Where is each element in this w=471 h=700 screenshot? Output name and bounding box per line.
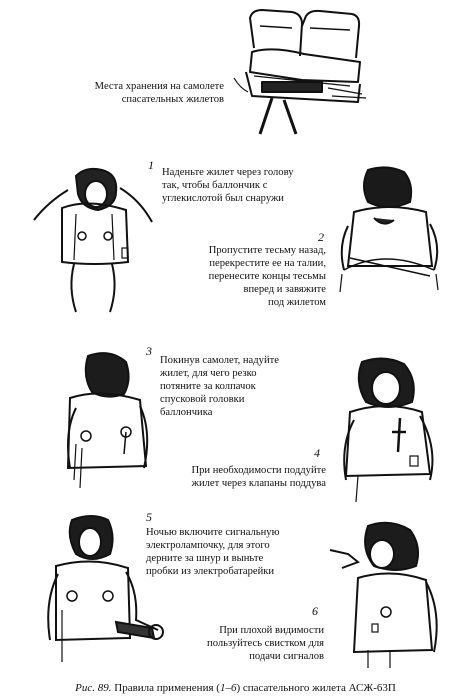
step-6-illustration: [328, 520, 446, 670]
caption-label: Рис. 89.: [75, 682, 112, 694]
step-2-number: 2: [318, 230, 324, 244]
step-5-line: электролампочку, для этого: [146, 540, 270, 551]
step-5-number: 5: [146, 510, 152, 524]
caption-text-after: ) спасательного жилета АСЖ-63П: [236, 682, 396, 694]
step-2-illustration: [334, 166, 444, 296]
step-2-text: [140, 244, 326, 309]
step-6-line: подачи сигналов: [249, 651, 324, 662]
step-6-text: [150, 624, 324, 663]
step-3-line: жилет, для чего резко: [160, 368, 257, 379]
step-2-line: под жилетом: [268, 297, 326, 308]
step-5-line: Ночью включите сигнальную: [146, 527, 280, 538]
step-4-illustration: [326, 356, 446, 506]
step-2-line: Пропустите тесьму назад,: [208, 245, 326, 256]
step-6-number: 6: [312, 604, 318, 618]
figure-caption: [0, 682, 471, 694]
step-3-number: 3: [146, 344, 152, 358]
step-3-line: потяните за колпачок: [160, 381, 256, 392]
step-6-line: При плохой видимости: [219, 625, 324, 636]
step-1-text: [162, 166, 352, 205]
aircraft-seats-illustration: [232, 6, 382, 136]
step-5-line: пробки из электробатарейки: [146, 566, 275, 577]
step-2-line: вперед и завяжите: [243, 284, 326, 295]
step-1-line: Наденьте жилет через голову: [162, 167, 294, 178]
step-2-line: перекрестите ее на талии,: [209, 258, 326, 269]
step-4-text: [142, 464, 326, 490]
step-5-line: дерните за шнур и выньте: [146, 553, 264, 564]
step-1-line: углекислотой был снаружи: [162, 193, 284, 204]
storage-line-2: спасательных жилетов: [121, 94, 224, 105]
step-3-line: спусковой головки: [160, 394, 245, 405]
step-5-text: [146, 526, 346, 578]
step-1-illustration: [28, 166, 158, 316]
step-6-line: пользуйтесь свистком для: [207, 638, 324, 649]
caption-text-before: Правила применения (: [111, 682, 220, 694]
step-3-text: [160, 354, 340, 419]
step-4-line: При необходимости поддуйте: [191, 465, 326, 476]
caption-range: 1–6: [219, 682, 237, 694]
step-3-line: баллончика: [160, 407, 213, 418]
step-1-line: так, чтобы баллончик с: [162, 180, 268, 191]
storage-line-1: Места хранения на самолете: [94, 81, 224, 92]
step-3-line: Покинув самолет, надуйте: [160, 355, 279, 366]
step-4-number: 4: [314, 446, 320, 460]
storage-location-text: [20, 80, 224, 106]
step-1-number: 1: [148, 158, 154, 172]
step-4-line: жилет через клапаны поддува: [191, 478, 326, 489]
step-2-line: перенесите концы тесьмы: [208, 271, 326, 282]
